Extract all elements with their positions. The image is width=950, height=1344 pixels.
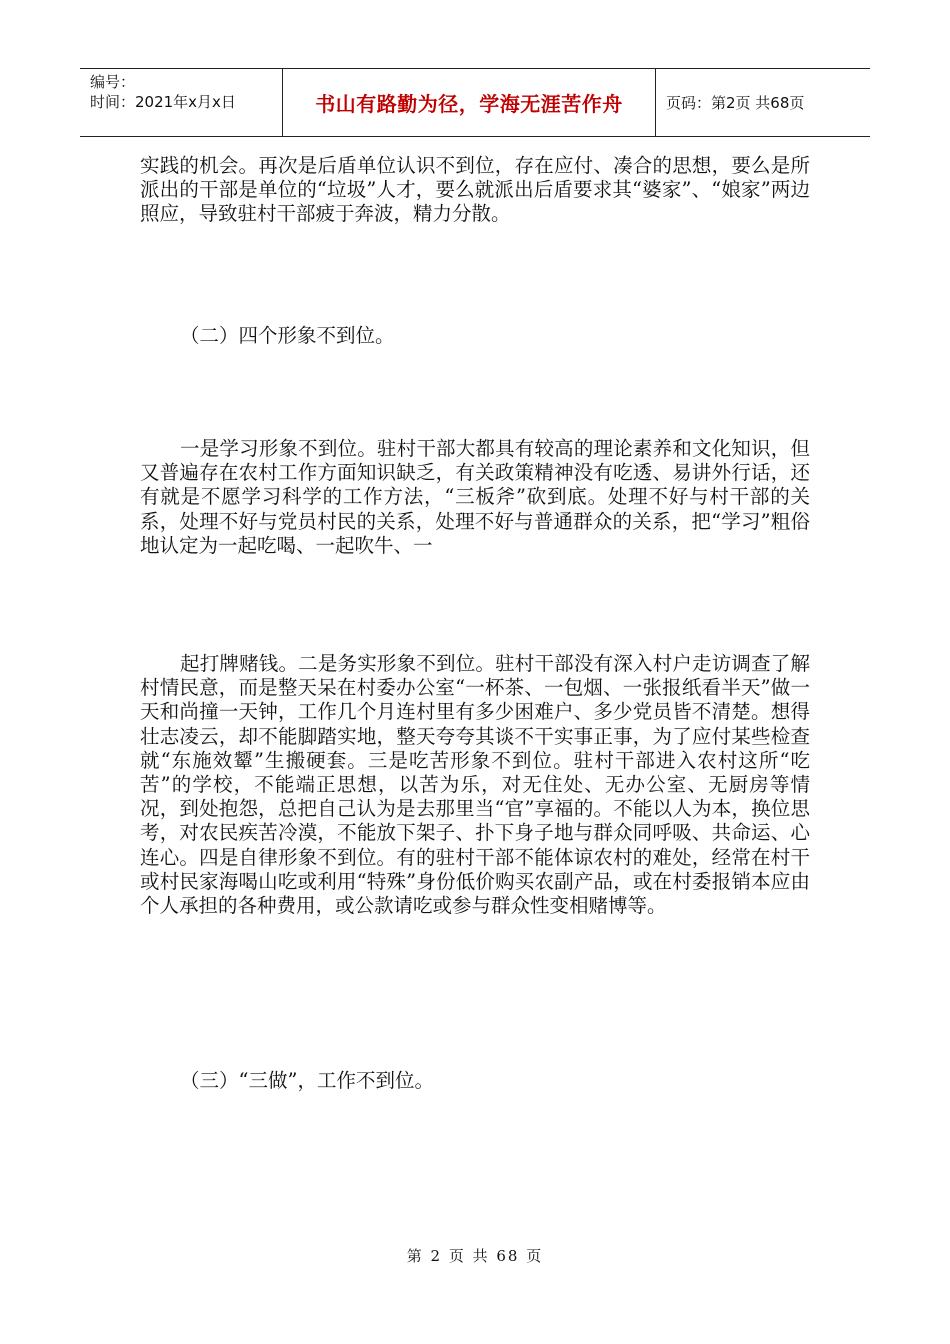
header-meta [80,69,283,136]
body-paragraph: 起打牌赌钱。二是务实形象不到位。驻村干部没有深入村户走访调查了解村情民意，而是整天呆在村委办公室“一杯茶、一包烟、一张报纸看半天”做一天和尚撞一天钟，工作几个月连村里有多少困难户、多少党员皆不清楚。想得壮志凌云，却不能脚踏实地，整天夸夸其谈不干实事正事，为了应付某些检查就“东施效颦”生搬硬套。三是吃苦形象不到位。驻村干部进入农村这所“吃苦”的学校，不能端正思想，以苦为乐，对无住处、无办公室、无厨房等情况，到处抱怨，总把自己认为是去那里当“官”享福的。不能以人为本，换位思考，对农民疾苦冷漠，不能放下架子、扑下身子地与群众同呼吸、共命运、心连心。四是自律形象不到位。有的驻村干部不能体谅农村的难处，经常在村干或村民家海喝山吃或利用“特殊”身份低价购买农副产品，或在村委报销本应由个人承担的各种费用，或公款请吃或参与群众性变相赌博等。 [140,652,810,918]
document-date: 时间：2021年x月x日 [90,93,236,111]
document-number-label: 编号： [90,73,136,91]
section-heading: （三）“三做”，工作不到位。 [180,1069,434,1092]
page-header [80,68,870,137]
body-paragraph: 一是学习形象不到位。驻村干部大都具有较高的理论素养和文化知识，但又普遍存在农村工作方面知识缺乏，有关政策精神没有吃透、易讲外行话，还有就是不愿学习科学的工作方法，“三板斧”砍到底。处理不好与村干部的关系，处理不好与党员村民的关系，处理不好与普通群众的关系，把“学习”粗俗地认定为一起吃喝、一起吹牛、一 [140,437,810,557]
header-page-info: 页码：第2页 共68页 [666,94,805,112]
page-footer: 第 2 页 共 68 页 [406,1247,544,1265]
header-motto: 书山有路勤为径，学海无涯苦作舟 [283,69,656,136]
section-heading: （二）四个形象不到位。 [180,324,395,347]
body-paragraph: 实践的机会。再次是后盾单位认识不到位，存在应付、凑合的思想，要么是所派出的干部是单位的“垃圾”人才，要么就派出后盾要求其“婆家”、“娘家”两边照应，导致驻村干部疲于奔波，精力分散。 [140,154,810,226]
